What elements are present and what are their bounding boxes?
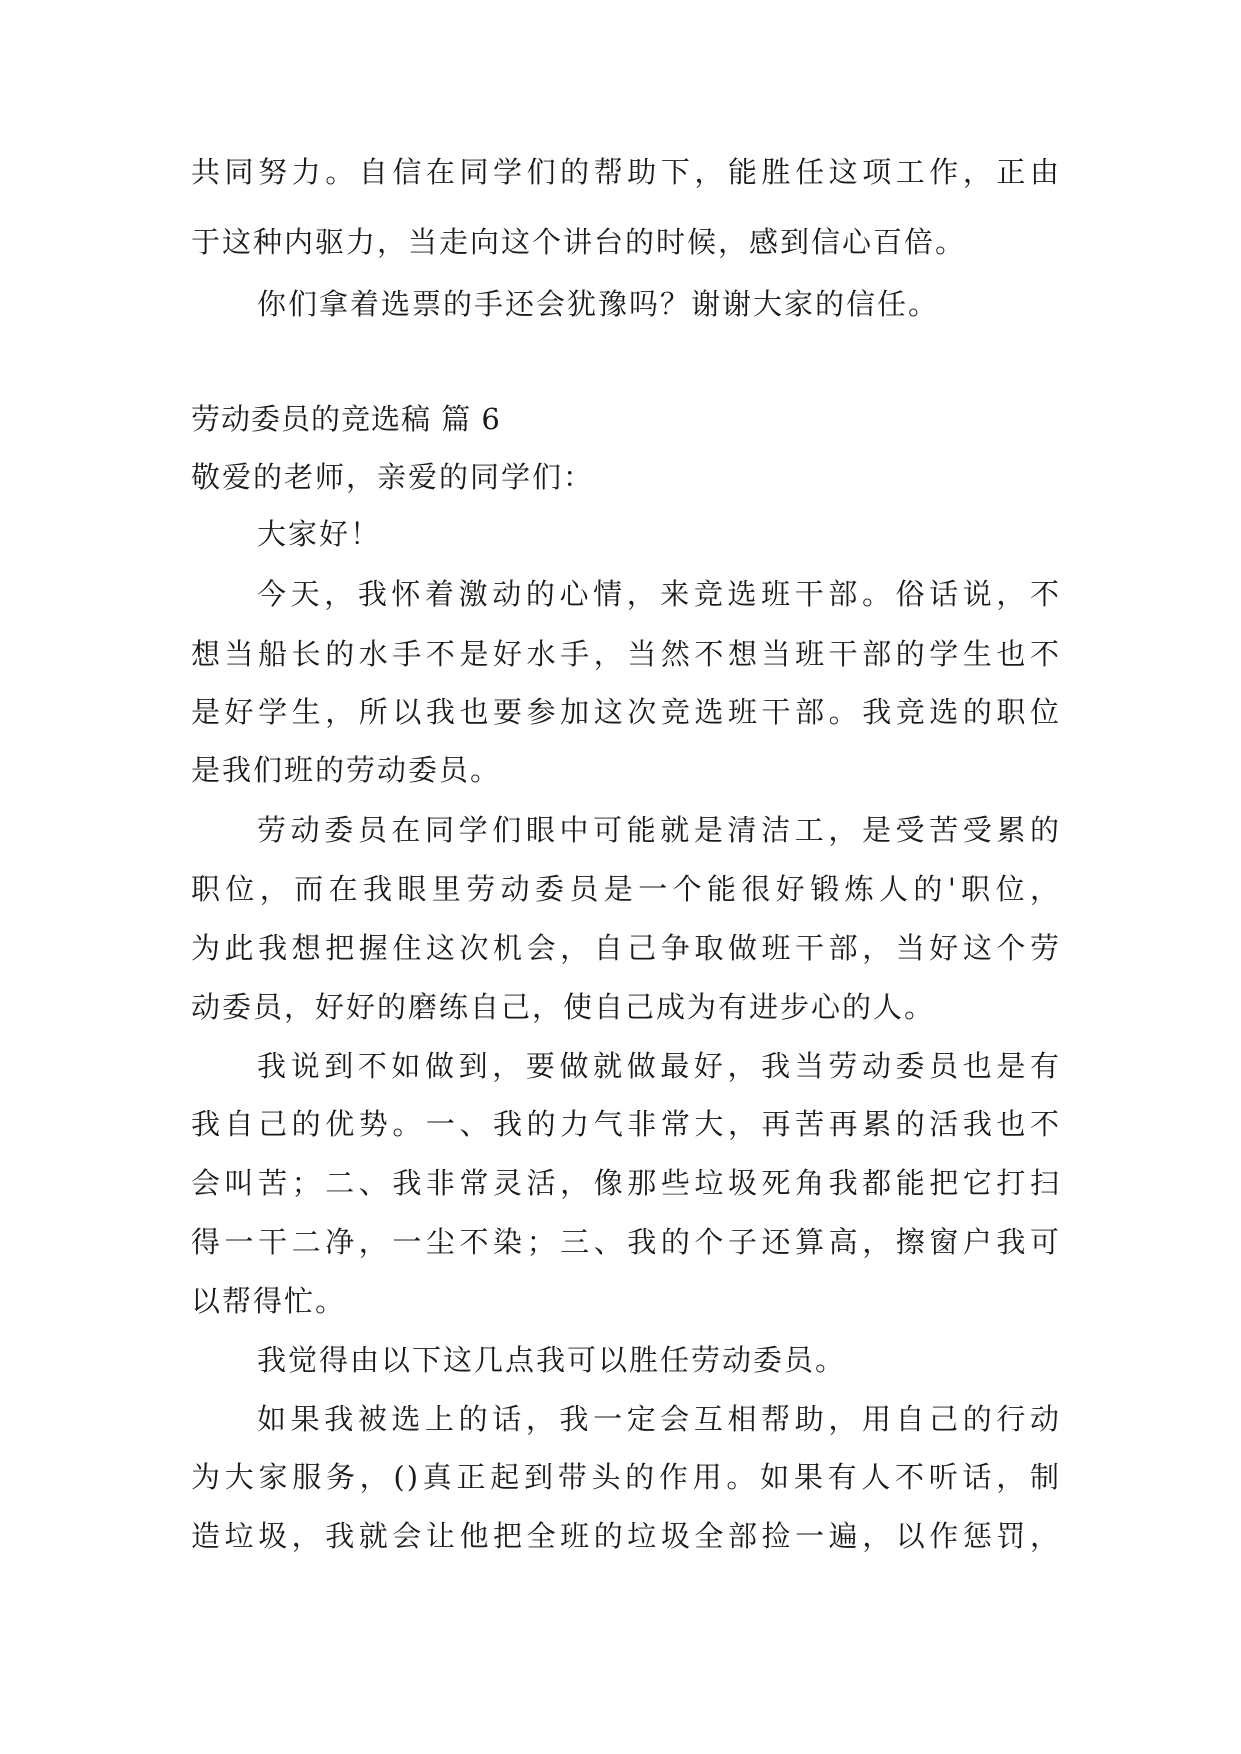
paragraph-line: 共同努力。自信在同学们的帮助下，能胜任这项工作，正由 [191,155,1061,189]
greeting-line: 大家好！ [257,517,382,551]
paragraph-line: 为大家服务，()真正起到带头的作用。如果有人不听话，制 [191,1460,1061,1494]
paragraph-line: 职位，而在我眼里劳动委员是一个能很好锻炼人的'职位， [191,872,1061,906]
paragraph-line: 劳动委员在同学们眼中可能就是清洁工，是受苦受累的 [257,813,1061,847]
paragraph-line: 得一干二净，一尘不染；三、我的个子还算高，擦窗户我可 [191,1225,1061,1259]
paragraph-line: 是我们班的劳动委员。 [191,753,502,787]
paragraph-line: 想当船长的水手不是好水手，当然不想当班干部的学生也不 [191,637,1061,671]
paragraph-line: 今天，我怀着激动的心情，来竞选班干部。俗话说，不 [257,577,1061,611]
paragraph-line: 我觉得由以下这几点我可以胜任劳动委员。 [257,1343,847,1377]
paragraph-line: 以帮得忙。 [191,1284,347,1318]
paragraph-line: 你们拿着选票的手还会犹豫吗？谢谢大家的信任。 [257,287,940,321]
section-heading: 劳动委员的竞选稿 篇 6 [191,402,501,436]
paragraph-line: 为此我想把握住这次机会，自己争取做班干部，当好这个劳 [191,931,1061,965]
paragraph-line: 我自己的优势。一、我的力气非常大，再苦再累的活我也不 [191,1107,1061,1141]
salutation-line: 敬爱的老师，亲爱的同学们： [191,460,595,494]
paragraph-line: 于这种内驱力，当走向这个讲台的时候，感到信心百倍。 [191,225,967,259]
paragraph-line: 会叫苦；二、我非常灵活，像那些垃圾死角我都能把它打扫 [191,1166,1061,1200]
paragraph-line: 造垃圾，我就会让他把全班的垃圾全部捡一遍，以作惩罚， [191,1519,1061,1553]
paragraph-line: 动委员，好好的磨练自己，使自己成为有进步心的人。 [191,990,936,1024]
paragraph-line: 是好学生，所以我也要参加这次竞选班干部。我竞选的职位 [191,695,1061,729]
paragraph-line: 如果我被选上的话，我一定会互相帮助，用自己的行动 [257,1402,1061,1436]
paragraph-line: 我说到不如做到，要做就做最好，我当劳动委员也是有 [257,1049,1061,1083]
